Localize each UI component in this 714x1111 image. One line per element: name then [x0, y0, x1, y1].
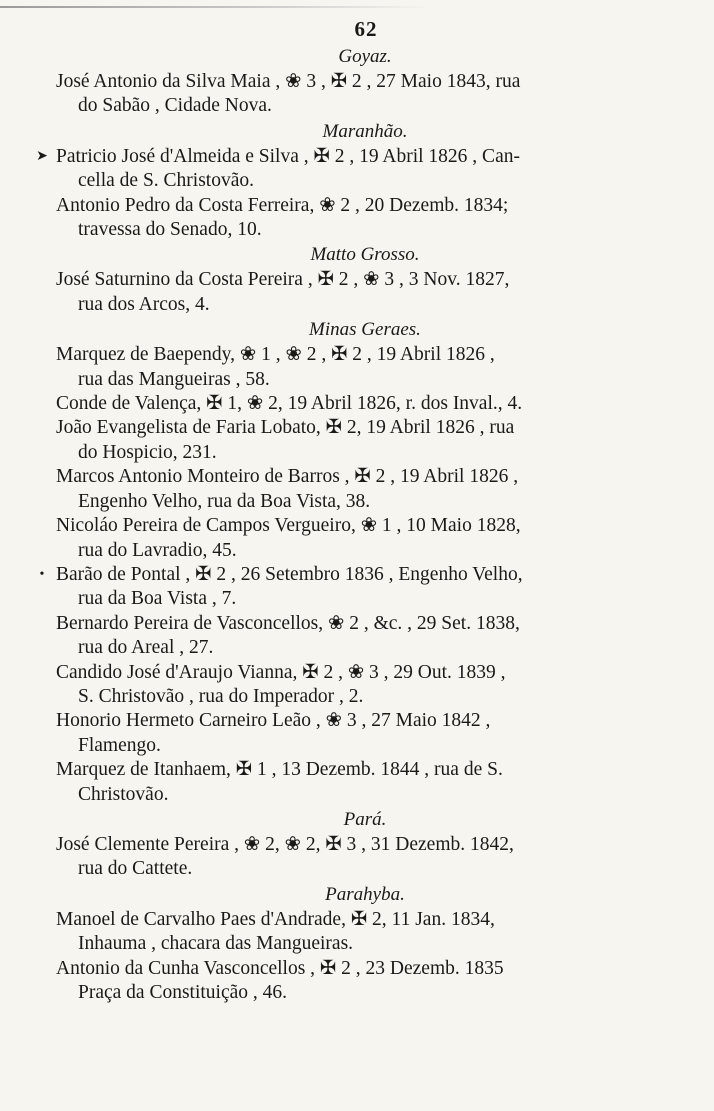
entry-line: Antonio da Cunha Vasconcellos , ✠ 2 , 23 Dezemb. 1835: [56, 957, 504, 979]
dignitary-entry: [56, 194, 660, 243]
entry-line: José Saturnino da Costa Pereira , ✠ 2 , ❀ 3 , 3 Nov. 1827,: [56, 269, 510, 291]
dignitary-entry: [39, 563, 660, 612]
dignitary-entry: [56, 392, 660, 416]
entry-line: Bernardo Pereira de Vasconcellos, ❀ 2 , &c. , 29 Set. 1838,: [56, 612, 520, 634]
entry-continuation-line: cella de S. Christovão.: [78, 170, 255, 192]
margin-mark: •: [39, 566, 45, 582]
province-heading: Matto Grosso.: [310, 244, 420, 266]
dignitary-entry: [56, 957, 660, 1006]
province-section: [50, 44, 660, 119]
dignitary-entry: [56, 465, 660, 514]
dignitary-entry: [56, 268, 660, 317]
dignitary-entry: [56, 833, 660, 882]
entry-line: Conde de Valença, ✠ 1, ❀ 2, 19 Abril 1826, r. dos Inval., 4.: [56, 393, 523, 415]
dignitary-entry: [56, 661, 660, 710]
entry-continuation-line: Praça da Constituição , 46.: [78, 982, 288, 1003]
dignitary-entry: [36, 145, 660, 194]
entry-continuation-line: Flamengo.: [78, 734, 161, 756]
dignitary-entry: [56, 514, 660, 563]
dignitary-entry: [56, 709, 660, 758]
entry-continuation-line: rua dos Arcos, 4.: [78, 293, 210, 315]
entry-line: Candido José d'Araujo Vianna, ✠ 2 , ❀ 3 , 29 Out. 1839 ,: [56, 661, 506, 683]
entry-line: Marcos Antonio Monteiro de Barros , ✠ 2 , 19 Abril 1826 ,: [56, 466, 519, 488]
page-body: [36, 14, 660, 1005]
province-section: [36, 119, 660, 243]
entry-line: Manoel de Carvalho Paes d'Andrade, ✠ 2, 11 Jan. 1834,: [56, 908, 495, 930]
province-section: [50, 807, 660, 882]
page-number: 62: [354, 17, 378, 41]
entry-line: Patricio José d'Almeida e Silva , ✠ 2 , 19 Abril 1826 , Can-: [56, 145, 520, 167]
margin-mark: ➤: [36, 148, 48, 164]
dignitary-entry: [56, 758, 660, 807]
entry-line: Marquez de Itanhaem, ✠ 1 , 13 Dezemb. 1844 , rua de S.: [56, 759, 503, 781]
entry-line: Barão de Pontal , ✠ 2 , 26 Setembro 1836 , Engenho Velho,: [56, 563, 523, 585]
entry-line: José Clemente Pereira , ❀ 2, ❀ 2, ✠ 3 , 31 Dezemb. 1842,: [56, 833, 514, 855]
entry-continuation-line: do Hospicio, 231.: [78, 441, 217, 463]
entry-continuation-line: Inhauma , chacara das Mangueiras.: [78, 933, 354, 955]
entry-continuation-line: Engenho Velho, rua da Boa Vista, 38.: [78, 490, 371, 512]
entry-line: Nicoláo Pereira de Campos Vergueiro, ❀ 1 , 10 Maio 1828,: [56, 515, 521, 537]
province-heading: Minas Geraes.: [309, 319, 421, 341]
entry-line: João Evangelista de Faria Lobato, ✠ 2, 19 Abril 1826 , rua: [56, 417, 515, 439]
entry-continuation-line: rua do Cattete.: [78, 858, 193, 880]
dignitary-entry: [56, 70, 660, 119]
entry-continuation-line: rua do Areal , 27.: [78, 637, 214, 659]
entry-continuation-line: rua da Boa Vista , 7.: [78, 588, 237, 610]
entry-continuation-line: rua do Lavradio, 45.: [78, 539, 237, 561]
entry-line: Marquez de Baependy, ❀ 1 , ❀ 2 , ✠ 2 , 19 Abril 1826 ,: [56, 344, 495, 366]
dignitary-entry: [56, 908, 660, 957]
dignitary-entry: [56, 612, 660, 661]
province-section: [50, 882, 660, 1006]
top-rule: [0, 6, 430, 8]
entry-line: José Antonio da Silva Maia , ❀ 3 , ✠ 2 , 27 Maio 1843, rua: [56, 71, 521, 92]
entry-line: Honorio Hermeto Carneiro Leão , ❀ 3 , 27 Maio 1842 ,: [56, 710, 491, 732]
entry-continuation-line: travessa do Senado, 10.: [78, 219, 262, 241]
province-heading: Pará.: [343, 808, 387, 830]
province-heading: Parahyba.: [325, 883, 405, 905]
entry-continuation-line: do Sabão , Cidade Nova.: [78, 95, 272, 117]
province-heading: Goyaz.: [338, 46, 392, 67]
province-heading: Maranhão.: [322, 120, 408, 142]
province-section: [50, 242, 660, 317]
entry-line: Antonio Pedro da Costa Ferreira, ❀ 2 , 20 Dezemb. 1834;: [56, 194, 509, 216]
entry-continuation-line: Christovão.: [78, 783, 169, 805]
dignitary-entry: [56, 416, 660, 465]
entry-continuation-line: S. Christovão , rua do Imperador , 2.: [78, 685, 364, 707]
directory-listing: [36, 44, 660, 1005]
entry-continuation-line: rua das Mangueiras , 58.: [78, 368, 270, 390]
province-section: [39, 317, 660, 807]
dignitary-entry: [56, 343, 660, 392]
